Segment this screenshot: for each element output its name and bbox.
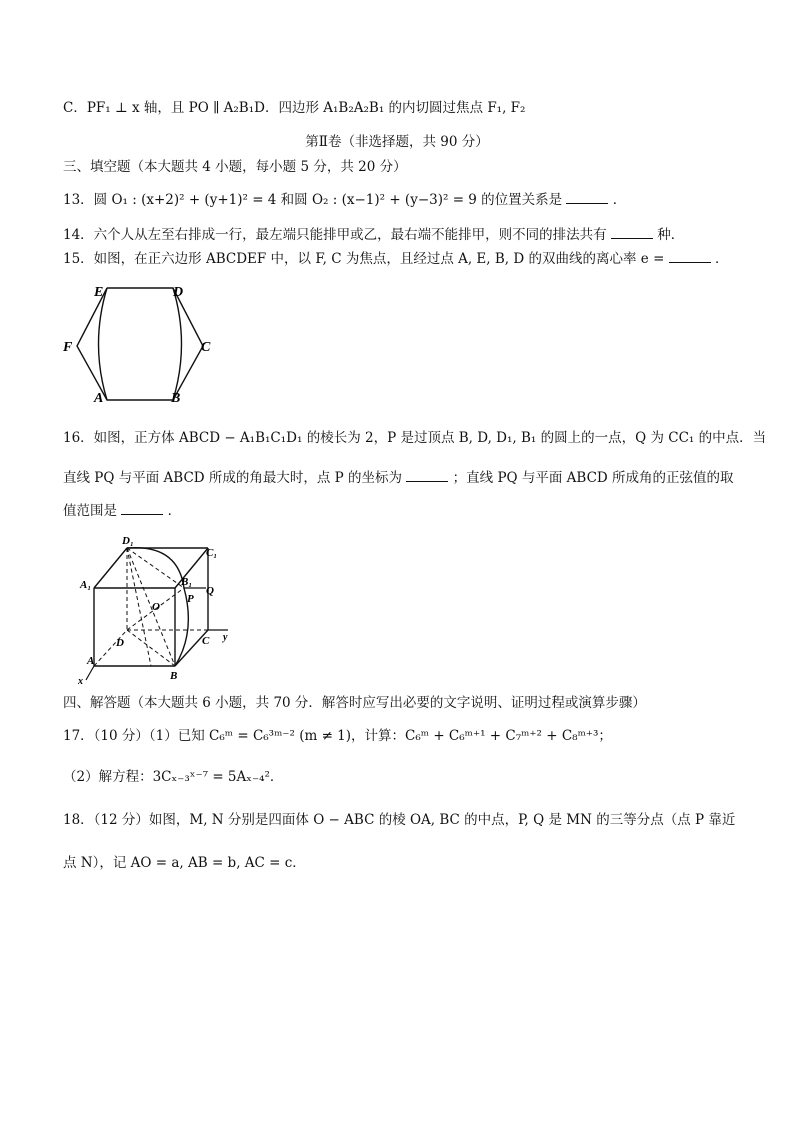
cube-label-Q: Q [206, 585, 214, 597]
cube-label-C1: C₁ [206, 547, 218, 559]
cube-figure [60, 530, 240, 688]
label-D: D [173, 285, 184, 300]
label-B: B [171, 391, 181, 406]
question-16-line-3b: ． [167, 503, 182, 519]
question-16-line-1: 16．如图，正方体 ABCD − A₁B₁C₁D₁ 的棱长为 2，P 是过顶点 B, D, D₁, B₁ 的圆上的一点，Q 为 CC₁ 的中点．当 [63, 430, 767, 446]
answer-blank [611, 226, 653, 239]
section2-title: 第Ⅱ卷（非选择题，共 90 分） [305, 134, 489, 150]
question-13-text: 13．圆 O₁ : (x+2)² + (y+1)² = 4 和圆 O₂ : (x−1)² + (y−3)² = 9 的位置关系是 [63, 192, 563, 208]
answer-blank [121, 502, 163, 515]
question-14-text: 14．六个人从左至右排成一行，最左端只能排甲或乙，最右端不能排甲，则不同的排法共有 [63, 227, 607, 243]
cube-label-O: O [152, 601, 160, 613]
question-16-line-2a: 直线 PQ 与平面 ABCD 所成的角最大时，点 P 的坐标为 [63, 470, 403, 486]
part3-heading: 三、填空题（本大题共 4 小题，每小题 5 分，共 20 分） [63, 159, 407, 175]
option-c: C．PF₁ ⊥ x 轴，且 PO ∥ A₂B₁D．四边形 A₁B₂A₂B₁ 的内切圆过焦点 F₁, F₂ [63, 100, 526, 116]
label-C: C [201, 340, 211, 355]
question-15-text: 15．如图，在正六边形 ABCDEF 中，以 F, C 为焦点，且经过点 A, E, B, D 的双曲线的离心率 e = [63, 251, 665, 267]
answer-blank [406, 469, 448, 482]
cube-label-B: B [170, 670, 178, 682]
hexagon-outline [77, 288, 203, 400]
hyperbola-left-branch [99, 288, 108, 400]
cube-label-y: y [223, 632, 228, 643]
question-16-line-2b: ；直线 PQ 与平面 ABCD 所成角的正弦值的取 [452, 470, 734, 486]
cube-label-P: P [187, 593, 194, 605]
answer-blank [669, 250, 711, 263]
question-18-line-2: 点 N），记 AO = a, AB = b, AC = c． [63, 855, 306, 871]
question-16-line-2 [63, 468, 734, 488]
question-14-tail: 种． [657, 227, 685, 243]
hyperbola-right-branch [173, 288, 182, 400]
question-13 [63, 190, 626, 210]
question-16-line-3 [63, 501, 181, 521]
question-13-tail: ． [612, 192, 627, 208]
question-15-tail: ． [714, 251, 729, 267]
label-A: A [94, 391, 104, 406]
question-15 [63, 249, 728, 269]
hexagon-figure [60, 278, 220, 408]
cube-label-A: A [87, 655, 95, 667]
cube-label-x: x [78, 676, 83, 687]
part4-heading: 四、解答题（本大题共 6 小题，共 70 分．解答时应写出必要的文字说明、证明过程或演算步骤） [63, 695, 646, 711]
question-16-line-3a: 值范围是 [63, 503, 117, 519]
cube-label-A1: A₁ [80, 579, 92, 591]
label-F: F [63, 340, 73, 355]
question-17-line-2: （2）解方程：3Cₓ₋₃ˣ⁻⁷ = 5Aₓ₋₄²． [63, 769, 284, 785]
question-14 [63, 225, 684, 245]
cube-label-D: D [116, 637, 124, 649]
cube-label-C: C [202, 635, 210, 647]
question-18-line-1: 18．（12 分）如图，M, N 分别是四面体 O − ABC 的棱 OA, BC 的中点，P, Q 是 MN 的三等分点（点 P 靠近 [63, 812, 736, 828]
cube-label-D1: D₁ [122, 535, 134, 547]
answer-blank [566, 191, 608, 204]
question-17-line-1: 17．（10 分）（1）已知 C₆ᵐ = C₆³ᵐ⁻² (m ≠ 1)，计算：C₆ᵐ + C₆ᵐ⁺¹ + C₇ᵐ⁺² + C₈ᵐ⁺³； [63, 728, 612, 744]
label-E: E [94, 285, 104, 300]
cube-label-B1: B₁ [181, 576, 193, 588]
